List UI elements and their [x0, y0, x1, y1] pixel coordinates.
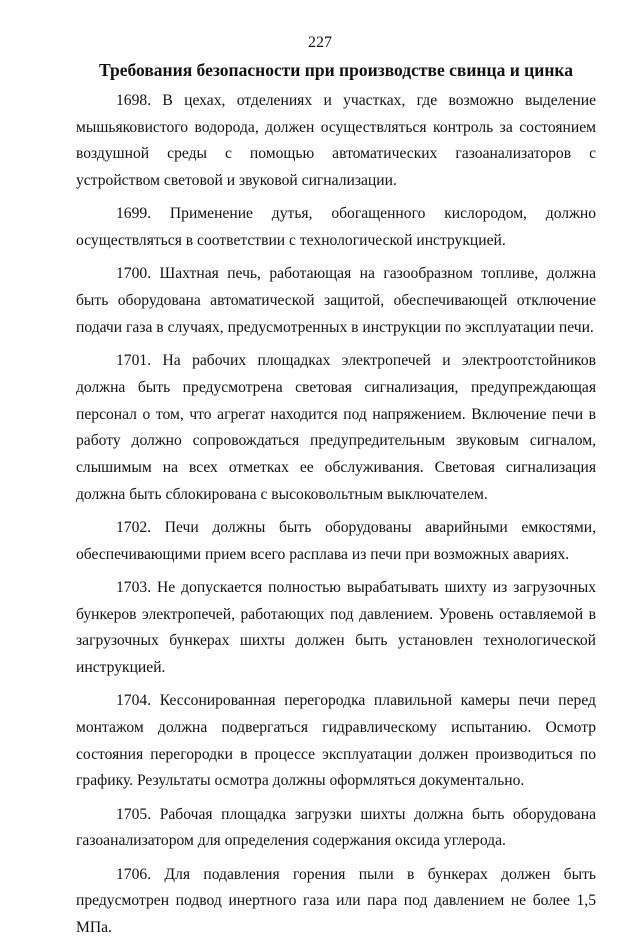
section-body	[76, 88, 596, 948]
paragraph-1706: 1706. Для подавления горения пыли в бункерах должен быть предусмотрен подвод инертного газа или пара под давлением не более 1,5 МПа.	[76, 865, 596, 937]
paragraph-1704: 1704. Кессонированная перегородка плавильной камеры печи перед монтажом должна подвергаться гидравлическому испытанию. Осмотр состояния перегородки в процессе эксплуатации должен производиться по графику. Результаты осмотра должны оформляться документально.	[76, 692, 596, 790]
paragraph-1701: 1701. На рабочих площадках электропечей и электроотстойников должна быть предусмотрена световая сигнализация, предупреждающая персонал о том, что агрегат находится под напряжением. Включение печи в работу должно сопровождаться предупредительным звуковым сигналом, слышимым на всех отметках ее обслуживания. Световая сигнализация должна быть сблокирована с высоковольтным выключателем.	[76, 352, 596, 503]
paragraph-1705: 1705. Рабочая площадка загрузки шихты должна быть оборудована газоанализатором для определения содержания оксида углерода.	[76, 805, 596, 850]
section-title: Требования безопасности при производстве свинца и цинка	[99, 60, 573, 80]
paragraph-1702: 1702. Печи должны быть оборудованы аварийными емкостями, обеспечивающими прием всего расплава из печи при возможных авариях.	[76, 518, 596, 563]
page-number: 227	[308, 34, 332, 51]
paragraph-1700: 1700. Шахтная печь, работающая на газообразном топливе, должна быть оборудована автоматической защитой, обеспечивающей отключение подачи газа в случаях, предусмотренных в инструкции по эксплуатации печи.	[76, 265, 596, 336]
paragraph-1698: 1698. В цехах, отделениях и участках, где возможно выделение мышьяковистого водорода, должен осуществляться контроль за состоянием воздушной среды с помощью автоматических газоанализаторов с устройством световой и звуковой сигнализации.	[76, 92, 596, 190]
paragraph-1699: 1699. Применение дутья, обогащенного кислородом, должно осуществляться в соответствии с технологической инструкцией.	[76, 205, 596, 250]
paragraph-1703: 1703. Не допускается полностью вырабатывать шихту из загрузочных бункеров электропечей, работающих под давлением. Уровень оставляемой в загрузочных бункерах шихты должен быть установлен технологической инструкцией.	[76, 578, 596, 677]
